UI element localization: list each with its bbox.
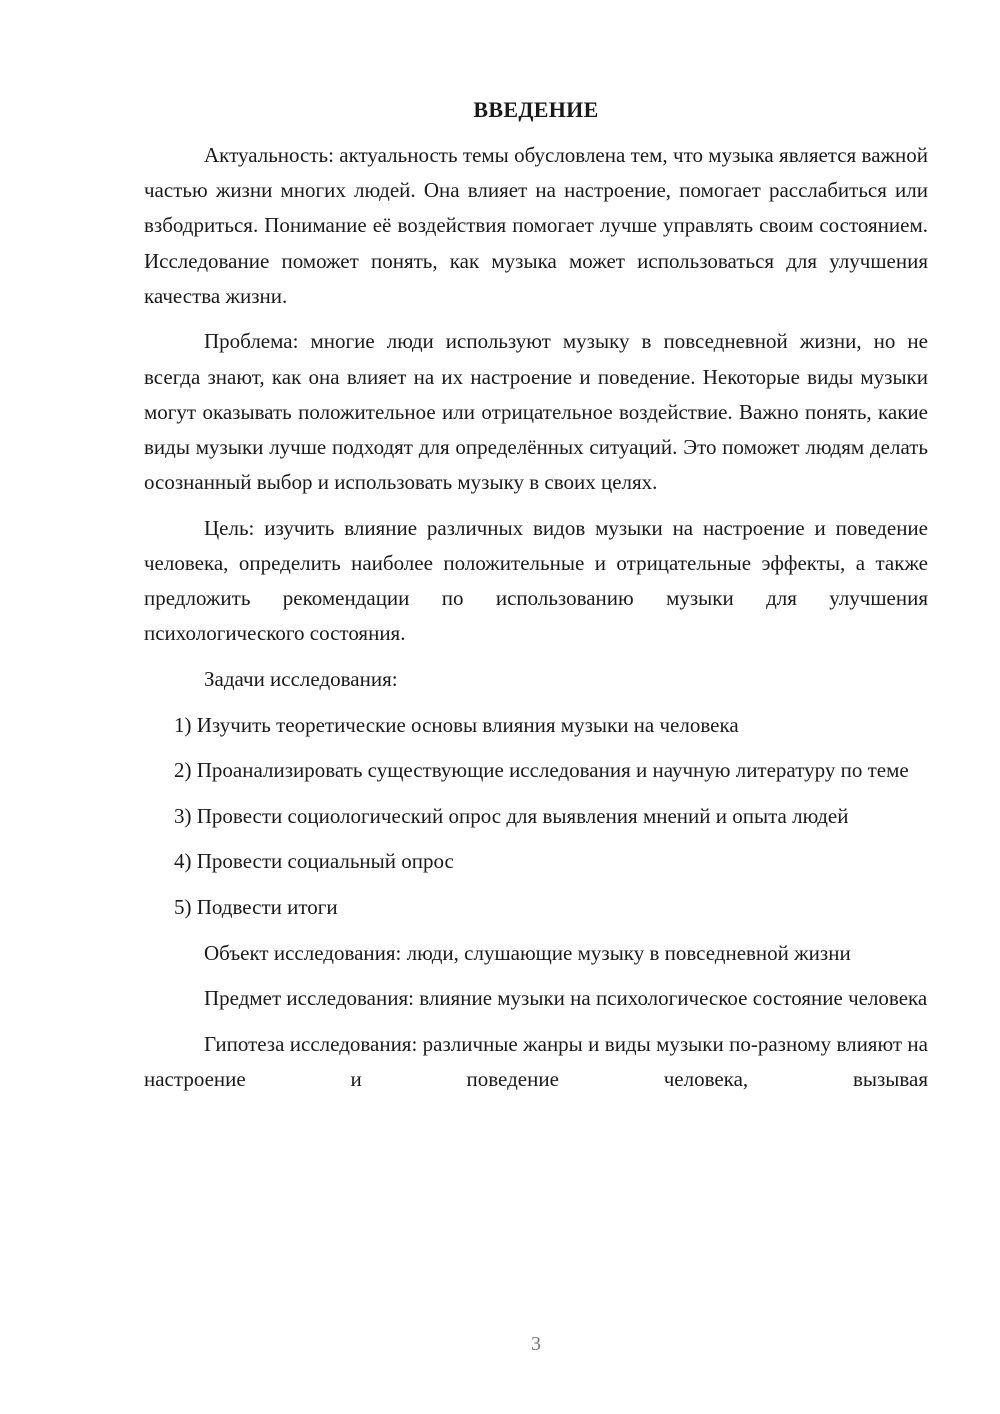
task-item-1: 1) Изучить теоретические основы влияния музыки на человека <box>174 712 739 737</box>
task-item-5: 5) Подвести итоги <box>174 894 338 919</box>
object-paragraph: Объект исследования: люди, слушающие музыку в повседневной жизни <box>204 940 851 965</box>
tasks-heading: Задачи исследования: <box>204 667 398 692</box>
task-item-3: 3) Провести социологический опрос для выявления мнений и опыта людей <box>174 803 849 828</box>
task-item-2: 2) Проанализировать существующие исследования и научную литературу по теме <box>174 758 909 783</box>
document-page <box>144 94 928 1108</box>
subject-paragraph: Предмет исследования: влияние музыки на психологическое состояние человека <box>204 986 928 1011</box>
hypothesis-paragraph: Гипотеза исследования: различные жанры и виды музыки по-разному влияют на настроение и поведение человека, вызывая <box>144 1031 928 1091</box>
relevance-paragraph: Актуальность: актуальность темы обусловлена тем, что музыка является важной частью жизни многих людей. Она влияет на настроение, помогает расслабиться или взбодриться. Понимание её воздействия помогает лучше управлять своим состоянием. Исследование поможет понять, как музыка может использоваться для улучшения качества жизни. <box>144 143 928 308</box>
problem-paragraph: Проблема: многие люди используют музыку в повседневной жизни, но не всегда знают, как она влияет на их настроение и поведение. Некоторые виды музыки могут оказывать положительное или отрицательное воздействие. Важно понять, какие виды музыки лучше подходят для определённых ситуаций. Это поможет людям делать осознанный выбор и использовать музыку в своих целях. <box>144 329 928 495</box>
section-heading: ВВЕДЕНИЕ <box>473 97 599 122</box>
goal-paragraph: Цель: изучить влияние различных видов музыки на настроение и поведение человека, определить наиболее положительные и отрицательные эффекты, а также предложить рекомендации по использованию музыки для улучшения психологического состояния. <box>144 515 928 646</box>
task-item-4: 4) Провести социальный опрос <box>174 849 454 874</box>
page-number: 3 <box>531 1333 541 1355</box>
